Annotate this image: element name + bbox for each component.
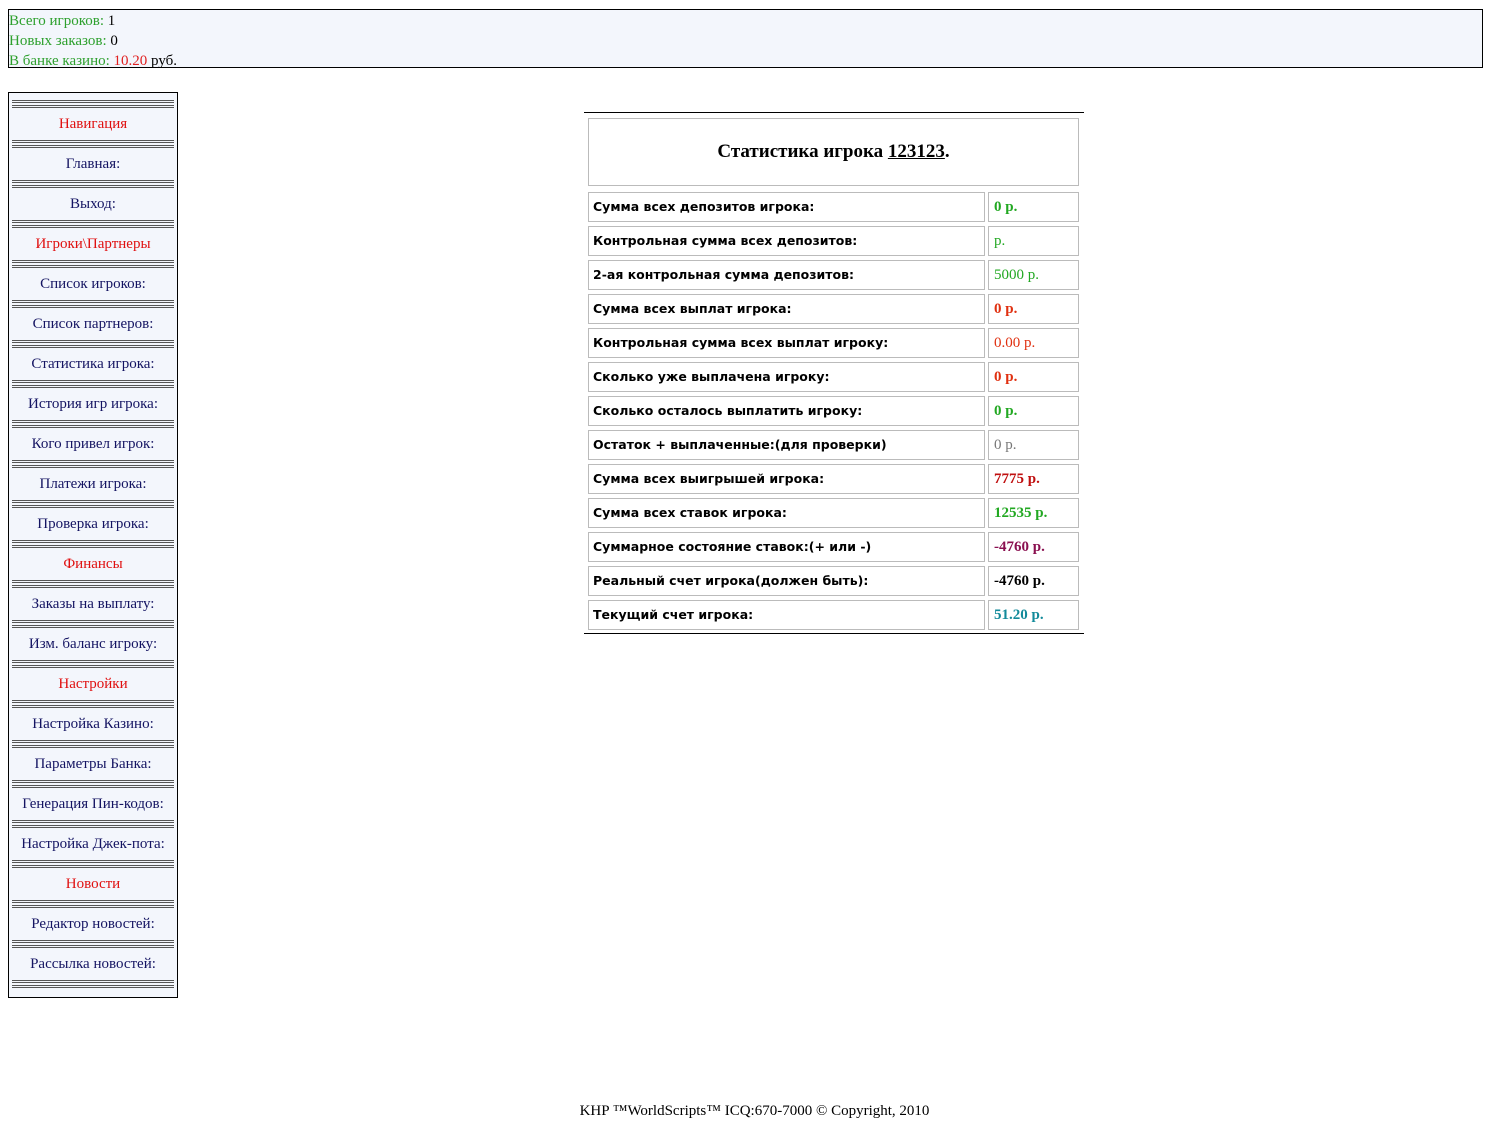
- stats-row-unit: р.: [1032, 573, 1045, 589]
- stats-row-value: 0: [994, 369, 1002, 385]
- new-orders-label: Новых заказов:: [9, 33, 107, 49]
- sidebar-item-link[interactable]: Кого привел игрок:: [31, 436, 155, 452]
- sidebar-section-header: Новости: [65, 876, 121, 892]
- stats-row-label: Сколько осталось выплатить игроку:: [588, 396, 985, 426]
- stats-row: [588, 464, 1079, 494]
- stats-title: [588, 118, 1079, 186]
- stats-row-label: Сумма всех выигрышей игрока:: [588, 464, 985, 494]
- player-stats-table: [584, 112, 1084, 634]
- sidebar-item-link[interactable]: Параметры Банка:: [34, 756, 152, 772]
- stats-row-label: Реальный счет игрока(должен быть):: [588, 566, 985, 596]
- stats-row: [588, 498, 1079, 528]
- nav-separator: [12, 220, 174, 228]
- casino-bank-label: В банке казино:: [9, 53, 110, 69]
- nav-separator: [12, 900, 174, 908]
- nav-separator: [12, 380, 174, 388]
- nav-separator: [12, 420, 174, 428]
- stats-row-label: Сумма всех выплат игрока:: [588, 294, 985, 324]
- nav-separator: [12, 940, 174, 948]
- stats-row-label: Сумма всех депозитов игрока:: [588, 192, 985, 222]
- stats-row: [588, 328, 1079, 358]
- stats-row-value: 0: [994, 301, 1002, 317]
- nav-separator: [12, 780, 174, 788]
- sidebar-item-link[interactable]: Генерация Пин-кодов:: [22, 796, 164, 812]
- stats-row-value-cell: [988, 192, 1079, 222]
- stats-row-unit: р.: [1005, 199, 1018, 215]
- sidebar-item-link[interactable]: Заказы на выплату:: [31, 596, 155, 612]
- stats-row-value-cell: [988, 294, 1079, 324]
- stats-row-value: 0.00: [994, 335, 1021, 351]
- stats-row-value-cell: [988, 396, 1079, 426]
- stats-row: [588, 226, 1079, 256]
- stats-row: [588, 294, 1079, 324]
- sidebar-item-link[interactable]: Настройка Казино:: [32, 716, 154, 732]
- stats-row-label: Текущий счет игрока:: [588, 600, 985, 630]
- players-count-label: Всего игроков:: [9, 13, 104, 29]
- stats-row-value: -4760: [994, 539, 1029, 555]
- stats-row: [588, 396, 1079, 426]
- player-name-link[interactable]: 123123: [887, 141, 945, 162]
- nav-separator: [12, 740, 174, 748]
- stats-row-value-cell: [988, 532, 1079, 562]
- sidebar-item-link[interactable]: Редактор новостей:: [31, 916, 155, 932]
- stats-row-label: Сумма всех ставок игрока:: [588, 498, 985, 528]
- sidebar-item-link[interactable]: Список игроков:: [40, 276, 146, 292]
- nav-separator: [12, 700, 174, 708]
- stats-row-unit: р.: [994, 233, 1006, 249]
- stats-row-unit: р.: [1024, 335, 1036, 351]
- stats-row-value: 0: [994, 199, 1002, 215]
- stats-row-value-cell: [988, 600, 1079, 630]
- nav-separator: [12, 980, 174, 988]
- nav-separator: [12, 300, 174, 308]
- stats-row-value-cell: [988, 498, 1079, 528]
- sidebar-section-header: Финансы: [63, 556, 123, 572]
- stats-row-label: 2-ая контрольная сумма депозитов:: [588, 260, 985, 290]
- stats-row-unit: р.: [1005, 301, 1018, 317]
- sidebar-item-link[interactable]: Настройка Джек-пота:: [21, 836, 165, 852]
- stats-row-value: -4760: [994, 573, 1029, 589]
- stats-title-suffix: .: [944, 141, 950, 162]
- stats-row-label: Сколько уже выплачена игроку:: [588, 362, 985, 392]
- stats-row-label: Суммарное состояние ставок:(+ или -): [588, 532, 985, 562]
- new-orders-value: 0: [110, 33, 118, 49]
- stats-row-value-cell: [988, 260, 1079, 290]
- stats-row-unit: р.: [1005, 369, 1018, 385]
- stats-row-unit: р.: [1027, 267, 1039, 283]
- sidebar-nav: [8, 92, 178, 998]
- sidebar-item-link[interactable]: Статистика игрока:: [31, 356, 155, 372]
- sidebar-item-link[interactable]: Список партнеров:: [32, 316, 154, 332]
- stats-row-value-cell: [988, 226, 1079, 256]
- stats-row-unit: р.: [1035, 505, 1048, 521]
- stats-title-prefix: Статистика игрока: [717, 141, 888, 162]
- stats-row: [588, 566, 1079, 596]
- nav-separator: [12, 140, 174, 148]
- players-count-value: 1: [107, 13, 116, 29]
- sidebar-item-link[interactable]: Изм. баланс игроку:: [28, 636, 158, 652]
- casino-bank-value: 10.20: [113, 53, 148, 69]
- stats-row: [588, 192, 1079, 222]
- nav-separator: [12, 620, 174, 628]
- stats-row-unit: р.: [1027, 471, 1040, 487]
- sidebar-item-link[interactable]: Рассылка новостей:: [30, 956, 156, 972]
- sidebar-item-link[interactable]: Проверка игрока:: [37, 516, 149, 532]
- nav-separator: [12, 260, 174, 268]
- sidebar-item-link[interactable]: Главная:: [65, 156, 121, 172]
- sidebar-item-link[interactable]: Платежи игрока:: [39, 476, 147, 492]
- new-orders-row: [9, 31, 1482, 51]
- stats-row-value: 51.20: [994, 607, 1028, 623]
- stats-row: [588, 532, 1079, 562]
- stats-row-label: Контрольная сумма всех депозитов:: [588, 226, 985, 256]
- stats-row-value-cell: [988, 566, 1079, 596]
- stats-row: [588, 260, 1079, 290]
- sidebar-item-link[interactable]: История игр игрока:: [27, 396, 159, 412]
- nav-separator: [12, 500, 174, 508]
- stats-row-unit: р.: [1005, 403, 1018, 419]
- stats-row-value: 0: [994, 437, 1002, 453]
- stats-row: [588, 430, 1079, 460]
- stats-row-value-cell: [988, 328, 1079, 358]
- stats-row-unit: р.: [1031, 607, 1044, 623]
- nav-separator: [12, 340, 174, 348]
- copyright-footer: KHP ™WorldScripts™ ICQ:670-7000 © Copyright, 2010: [579, 1103, 930, 1119]
- casino-bank-currency: руб.: [151, 53, 178, 69]
- stats-row-label: Контрольная сумма всех выплат игроку:: [588, 328, 985, 358]
- nav-separator: [12, 540, 174, 548]
- nav-separator: [12, 180, 174, 188]
- nav-separator: [12, 460, 174, 468]
- summary-panel: [8, 9, 1483, 68]
- sidebar-item-link[interactable]: Выход:: [70, 196, 116, 212]
- stats-row-value-cell: [988, 430, 1079, 460]
- stats-row-label: Остаток + выплаченные:(для проверки): [588, 430, 985, 460]
- players-count-row: [9, 11, 1482, 31]
- casino-bank-row: [9, 51, 1482, 71]
- nav-separator: [12, 100, 174, 108]
- stats-row-value: 12535: [994, 505, 1032, 521]
- stats-row-value-cell: [988, 362, 1079, 392]
- stats-row: [588, 600, 1079, 630]
- nav-separator: [12, 860, 174, 868]
- sidebar-section-header: Игроки\Партнеры: [35, 236, 151, 252]
- nav-separator: [12, 660, 174, 668]
- stats-row-value: 5000: [994, 267, 1024, 283]
- sidebar-section-header: Настройки: [58, 676, 128, 692]
- stats-row-value: 7775: [994, 471, 1024, 487]
- sidebar-section-header: Навигация: [58, 116, 128, 132]
- stats-row: [588, 362, 1079, 392]
- stats-row-unit: р.: [1005, 437, 1017, 453]
- stats-row-unit: р.: [1032, 539, 1045, 555]
- stats-row-value-cell: [988, 464, 1079, 494]
- nav-separator: [12, 580, 174, 588]
- nav-separator: [12, 820, 174, 828]
- stats-row-value: 0: [994, 403, 1002, 419]
